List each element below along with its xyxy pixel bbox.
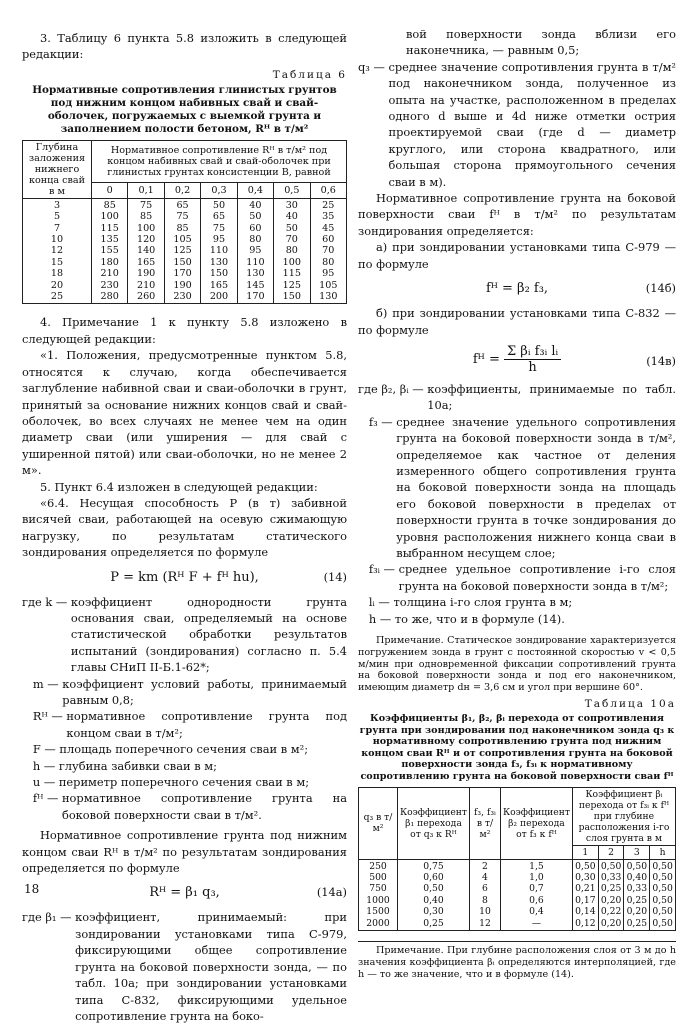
formula-14a (22, 885, 347, 900)
formula-14a-body: Rᴴ = β₁ q₃, (149, 885, 220, 901)
table6-cell: 5 (53, 211, 61, 223)
table10a-cell: — (531, 917, 542, 929)
table10a-cell: 1,0 (529, 871, 544, 883)
table6-cell: 115 (100, 222, 119, 234)
table6-cell: 12 (50, 245, 64, 257)
table6-cell: 115 (282, 268, 301, 280)
table10a-cell: 0,25 (600, 883, 622, 895)
table6-cell: 70 (322, 245, 335, 257)
table10a-header-f3: f₃, f₃ᵢ в т/м² (469, 787, 500, 859)
table6-col-cell (274, 198, 310, 304)
table6-cell: 85 (140, 211, 153, 223)
definition-item (22, 708, 347, 741)
table6-cell: 190 (173, 279, 192, 291)
table6-cell: 100 (282, 256, 301, 268)
table10a-cell: 500 (369, 871, 387, 883)
formula-14v-numerator: Σ βᵢ f₃ᵢ lᵢ (504, 344, 561, 360)
table6-cell: 95 (249, 245, 262, 257)
table6-cell: 230 (100, 279, 119, 291)
table10a-cell: 0,6 (529, 894, 544, 906)
table6-cell: 50 (285, 222, 298, 234)
definition-text: глубина забивки сваи в м; (58, 758, 217, 773)
table10a-header-beta1: Коэффициент β₁ перехода от q₃ к Rᴴ (398, 787, 470, 859)
table10a-cell: 0,25 (423, 917, 444, 929)
table6-cell: 150 (282, 291, 301, 303)
table6-cell: 75 (212, 222, 226, 234)
table6-cell: 130 (209, 256, 229, 268)
definition-text: коэффициент условий работы, принимаемый равным 0,8; (62, 676, 347, 707)
table6-cell: 260 (136, 291, 156, 303)
table6-depth-cell (23, 198, 92, 304)
formula-14b-number: (14б) (645, 281, 676, 296)
table6-cell: 100 (136, 222, 156, 234)
table6-col-cell (310, 198, 346, 304)
table6-cell: 80 (322, 256, 335, 268)
definition-symbol: f₃ᵢ — (358, 562, 399, 577)
table6-col-cell (164, 198, 200, 304)
table10a-cell: 0,33 (626, 883, 648, 895)
quote1-paragraph: «1. Положения, предусмотренные пунктом 5.8, относятся к случаю, когда обеспечивается заглубление набивной сваи и сваи-оболочки в грунт, принятый за основание нижних концов свай и свай-оболочек, во всех случаях не менее чем на один диаметр сваи (или уширения — для свай с уширенной пятой) или сваи-оболочки, но не менее 2 м». (22, 348, 347, 478)
formula-14b (358, 281, 676, 296)
table6-col-cell (92, 198, 128, 304)
table10a-header-betai: Коэффициент βᵢ перехода от f₃ᵢ к fᴴ при глубине расположения i-го слоя грунта в м (572, 787, 675, 845)
definition-text: коэффициенты, принимаемые по табл. 10а; (427, 381, 676, 413)
table10a-cell: 0,50 (600, 860, 622, 872)
definition-item (358, 414, 676, 562)
definition-item (22, 774, 347, 790)
table10a-cell: 0,50 (652, 894, 673, 906)
table6-header-depth: Глубина заложения нижнего конца свай в м (23, 140, 92, 198)
table10a-cell: 0,22 (600, 906, 622, 918)
table6-cell: 65 (212, 211, 226, 223)
table10a-cell: 0,20 (600, 894, 622, 906)
table10a-cell: 0,17 (575, 894, 596, 906)
table6-cell: 210 (136, 279, 156, 291)
table6-cell: 190 (136, 268, 156, 280)
table6-cell: 50 (212, 199, 226, 211)
table10a-cell: 0,50 (652, 871, 673, 883)
table10a-cell: 0,30 (575, 871, 596, 883)
definition-item (358, 561, 676, 594)
definition-symbol: F — (22, 742, 60, 757)
table6-cell: 210 (100, 268, 119, 280)
definition-symbol: где β₁ — (22, 910, 76, 925)
table10a-cell: 0,7 (529, 883, 544, 895)
table6-cell: 40 (249, 199, 262, 211)
table6-cell: 150 (173, 256, 192, 268)
table10a-header-beta2: Коэффициент β₂ перехода от f₃ к fᴴ (500, 787, 572, 859)
table6-cell: 85 (103, 199, 116, 211)
table6-subheader: 0,3 (201, 182, 237, 198)
table6-cell: 80 (285, 245, 298, 257)
table6-cell: 230 (173, 291, 192, 303)
definition-symbol: u — (22, 775, 59, 790)
definition-text: коэффициент, принимаемый: при зондировании установками типа С-979, фиксирующими общее сопротивление грунта на боковой поверхности зонда, — по табл. 10а; при зондировании установками типа С-832, фиксирующими удельное сопротивление грунта на боко- (75, 910, 347, 1023)
table6-cell: 110 (209, 245, 229, 257)
table6-cell: 40 (285, 211, 298, 223)
definition-symbol: h — (22, 758, 59, 773)
table10a-col-cell (650, 859, 676, 930)
table10a-cell: 12 (479, 917, 491, 929)
note-interpolation: Примечание. При глубине расположения слоя от 3 м до h значения коэффициента βᵢ определяются интерполяцией, где h — то же значение, что и в формуле (14). (358, 944, 676, 980)
table10a-cell: 1000 (366, 894, 390, 906)
formula-14b-body: fᴴ = β₂ f₃, (485, 281, 549, 297)
table10a-cell: 0,50 (575, 860, 596, 872)
table6-cell: 165 (209, 279, 229, 291)
page-number: 18 (24, 882, 40, 896)
table10a-cell: 0,40 (423, 894, 444, 906)
table6-subheader: 0,6 (310, 182, 346, 198)
table6-cell: 130 (319, 291, 338, 303)
table10a-cell: 6 (482, 883, 488, 895)
definition-text: толщина i-го слоя грунта в м; (393, 595, 573, 610)
definition-symbol: где k — (22, 594, 71, 609)
table10a-cell: 0,75 (423, 860, 444, 872)
table10a-cell: 0,25 (626, 917, 648, 929)
definition-item (358, 381, 676, 414)
table10a-col-cell (398, 859, 470, 930)
definition-symbol: где β₂, βᵢ — (358, 381, 428, 396)
definition-text: площадь поперечного сечения сваи в м²; (59, 742, 309, 757)
table6-cell: 95 (212, 234, 226, 246)
table10a-subheader: 1 (572, 845, 598, 859)
table10a-cell: 1500 (366, 906, 390, 918)
table10a-col-cell (624, 859, 650, 930)
definition-symbol: fᴴ — (22, 791, 62, 806)
definition-text: среднее удельное сопротивление i-го слоя грунта на боковой поверхности зонда в т/м²; (398, 562, 676, 593)
table6-cell: 45 (322, 222, 335, 234)
right-definitions (358, 381, 676, 627)
formula-14v-number: (14в) (646, 353, 676, 368)
definition-text: периметр поперечного сечения сваи в м; (58, 775, 310, 790)
table6-cell: 20 (50, 279, 64, 291)
table10a-cell: 0,20 (626, 906, 648, 918)
table6-cell: 60 (322, 234, 335, 246)
formula-14v (358, 344, 676, 375)
table6-subheader: 0,5 (274, 182, 310, 198)
table6-cell: 15 (50, 256, 64, 268)
table6-header-group: Нормативное сопротивление Rᴴ в т/м² под концом набивных свай и свай-оболочек при глинистых грунтах консистенции B, равной (92, 140, 347, 182)
formula-14v-fraction (504, 344, 561, 375)
table6-cell: 65 (176, 199, 189, 211)
table6-subheader: 0,2 (164, 182, 200, 198)
table10a-cell: 0,20 (600, 917, 622, 929)
table10a-cell: 4 (482, 871, 488, 883)
table10a-cell: 0,40 (626, 871, 648, 883)
definition-text: нормативное сопротивление грунта под концом сваи в т/м²; (66, 709, 347, 740)
table10a-cell: 0,33 (600, 871, 622, 883)
right-column (358, 26, 676, 980)
table6-cell: 75 (140, 199, 153, 211)
definition-symbol: h — (358, 611, 395, 626)
table6-col-cell (237, 198, 273, 304)
definition-item (22, 594, 347, 676)
table10a-cell: 0,60 (423, 871, 444, 883)
table10a-cell: 0,25 (626, 894, 648, 906)
formula-14v-lhs: fᴴ = (472, 351, 504, 367)
item4-paragraph: 4. Примечание 1 к пункту 5.8 изложено в следующей редакции: (22, 315, 347, 346)
table10a-col-cell (598, 859, 624, 930)
table10a-col-cell (469, 859, 500, 930)
table6-cell: 170 (173, 268, 192, 280)
formula-14-number: (14) (323, 569, 347, 584)
table6-cell: 35 (322, 211, 335, 223)
table6-cell: 125 (173, 245, 192, 257)
table6-cell: 200 (209, 291, 229, 303)
table6-col-cell (128, 198, 164, 304)
table6-subheader: 0 (92, 182, 128, 198)
table10a-cell: 0,21 (575, 883, 596, 895)
table10a-cell: 1,5 (529, 860, 544, 872)
table6-subheader: 0,1 (128, 182, 164, 198)
continuation-text: вой поверхности зонда вблизи его наконечника, — равным 0,5; (406, 27, 676, 58)
table6-cell: 25 (50, 291, 64, 303)
table6-cell: 50 (249, 211, 262, 223)
table6-cell: 85 (176, 222, 189, 234)
table10a-col-cell (359, 859, 398, 930)
table10a-cell: 10 (479, 906, 491, 918)
definition-item (22, 741, 347, 757)
table6-cell: 145 (246, 279, 265, 291)
table10a-col-cell (500, 859, 572, 930)
table10a-col-cell (572, 859, 598, 930)
formula-14v-denominator: h (528, 359, 537, 375)
table6-cell: 170 (246, 291, 265, 303)
table10a-note-box (358, 941, 676, 980)
table6-cell: 280 (100, 291, 119, 303)
table10a-subheader: 3 (624, 845, 650, 859)
table10a-cell: 250 (369, 860, 387, 872)
definition-symbol: f₃ — (358, 414, 397, 429)
table6-cell: 105 (173, 234, 192, 246)
definition-item (358, 59, 676, 190)
beta1-definition (22, 909, 347, 1024)
table10a-cell: 0,50 (652, 860, 673, 872)
definition-text: нормативное сопротивление грунта на боковой поверхности сваи в т/м². (61, 791, 347, 822)
table6-cell: 70 (285, 234, 298, 246)
note-sounding: Примечание. Статическое зондирование характеризуется погружением зонда в грунт с постоянной скоростью v < 0,5 м/мин при одновременной фиксации сопротивлений грунта на боковой поверхности зонда и под его наконечником, имеющим диаметр dн = 3,6 см и угол при вершине 60°. (358, 635, 676, 694)
table6-subheader: 0,4 (237, 182, 273, 198)
table10a-cell: 0,30 (423, 906, 444, 918)
p64-paragraph: «6.4. Несущая способность P (в т) забивной висячей сваи, работающей на осевую сжимающую нагрузку, по результатам статического зондирования определяется по формуле (22, 495, 347, 560)
table6-cell: 3 (53, 199, 61, 211)
definition-text: коэффициент однородности грунта основания сваи, определяемый на основе статистической обработки результатов испытаний (зондирования) согласно п. 5.4 главы СНиП II-Б.1-62*; (70, 594, 347, 675)
table6-cell: 130 (246, 268, 265, 280)
table6-cell: 75 (176, 211, 189, 223)
table6-cell: 100 (100, 211, 119, 223)
left-column (22, 30, 347, 1024)
table10a-cell: 0,50 (626, 860, 648, 872)
table6-cell: 135 (100, 234, 119, 246)
rn-paragraph: Нормативное сопротивление грунта под нижним концом сваи Rᴴ в т/м² по результатам зондирования определяется по формуле (22, 828, 347, 876)
table10a-header-q3: q₃ в т/м² (359, 787, 398, 859)
definition-item (22, 790, 347, 823)
table10a-cell: 0,4 (529, 906, 544, 918)
table6-cell: 140 (136, 245, 156, 257)
table10a-subheader: 2 (598, 845, 624, 859)
table10a-cell: 0,12 (575, 917, 596, 929)
definition-symbol: lᵢ — (358, 595, 394, 610)
table10a-cell: 750 (369, 883, 387, 895)
table6-cell: 150 (209, 268, 229, 280)
definition-item (358, 611, 676, 627)
table6-cell: 155 (100, 245, 119, 257)
table6-cell: 180 (100, 256, 119, 268)
definition-item (22, 758, 347, 774)
table6-cell: 30 (285, 199, 298, 211)
table10a-cell: 0,50 (652, 906, 673, 918)
table6-cell: 80 (249, 234, 262, 246)
table10a-cell: 8 (482, 894, 488, 906)
table6-cell: 7 (53, 222, 61, 234)
table10a-cell: 2 (482, 860, 488, 872)
table10a-cell: 0,50 (423, 883, 444, 895)
table6-cell: 18 (50, 268, 64, 280)
table10a (358, 787, 676, 931)
table10a-caption: Коэффициенты β₁, β₂, βᵢ перехода от сопротивления грунта при зондировании под наконечником зонда q₃ к нормативному сопротивлению грунта под нижним концом сваи Rᴴ и от сопротивления грунта на боковой поверхности зонда f₃, f₃ᵢ к нормативному сопротивлению грунта на боковой поверхности сваи fᴴ (359, 712, 675, 782)
definition-item (22, 909, 347, 1024)
definition-symbol: q₃ — (358, 59, 389, 74)
table6-cell: 110 (246, 256, 265, 268)
table6-caption: Нормативные сопротивления глинистых грунтов под нижним концом набивных свай и свай-оболочек, погружаемых с выемкой грунта и заполнением полости бетоном, Rᴴ в т/м² (32, 83, 337, 135)
table10a-body-row (359, 859, 676, 930)
definition-symbol: Rᴴ — (22, 709, 67, 724)
table6-cell: 120 (136, 234, 156, 246)
formula-14a-number: (14а) (316, 885, 347, 900)
definition-symbol: m — (22, 676, 63, 691)
item5-paragraph: 5. Пункт 6.4 изложен в следующей редакции: (40, 479, 318, 494)
table10a-subheader: h (650, 845, 676, 859)
table10a-cell: 0,50 (652, 883, 673, 895)
table6-body-row (23, 198, 347, 304)
definition-text: то же, что и в формуле (14). (394, 611, 565, 626)
table6-cell: 10 (50, 234, 64, 246)
table6-cell: 165 (136, 256, 156, 268)
table6-cell: 105 (319, 279, 338, 291)
table10a-cell: 0,14 (575, 906, 596, 918)
table6-cell: 125 (282, 279, 301, 291)
formula-14 (22, 570, 347, 585)
table6-cell: 95 (322, 268, 335, 280)
formula-14-definitions (22, 594, 347, 824)
table10a-cell: 0,50 (652, 917, 673, 929)
definition-item (22, 676, 347, 709)
table10a-number: Таблица 10а (584, 697, 676, 710)
table6-col-cell (201, 198, 237, 304)
definition-item (358, 594, 676, 610)
formula-14-body: P = km (Rᴴ F + fᴴ hu), (110, 569, 259, 585)
table6 (22, 140, 347, 305)
table6-number: Таблица 6 (272, 68, 347, 81)
table6-cell: 60 (249, 222, 262, 234)
table10a-cell: 2000 (366, 917, 390, 929)
definition-text: среднее значение удельного сопротивления грунта на боковой поверхности зонда в т/м², определяемое как частное от деления измеренного общего сопротивления грунта на боковой поверхности зонда на площадь его боковой поверхности в пределах от поверхности грунта в точке зондирования до уровня расположения нижнего конца сваи в выбранном несущем слое; (396, 414, 676, 560)
fn-paragraph: Нормативное сопротивление грунта на боковой поверхности сваи fᴴ в т/м² по результатам зондирования определяется: (358, 191, 676, 238)
definition-text: среднее значение сопротивления грунта в т/м² под наконечником зонда, полученное из опыта на участке, расположенном в пределах одного d выше и 4d ниже отметки острия проектируемой сваи (где d — диаметр круглого, или сторона квадратного, или большая сторона прямоугольного сечения сваи в м). (388, 59, 676, 189)
case-b-paragraph: б) при зондировании установками типа С-832 — по формуле (358, 306, 676, 337)
case-a-paragraph: а) при зондировании установками типа С-979 — по формуле (358, 240, 676, 271)
q3-definition (358, 59, 676, 190)
table6-cell: 25 (322, 199, 335, 211)
item3-paragraph: 3. Таблицу 6 пункта 5.8 изложить в следующей редакции: (22, 31, 347, 62)
